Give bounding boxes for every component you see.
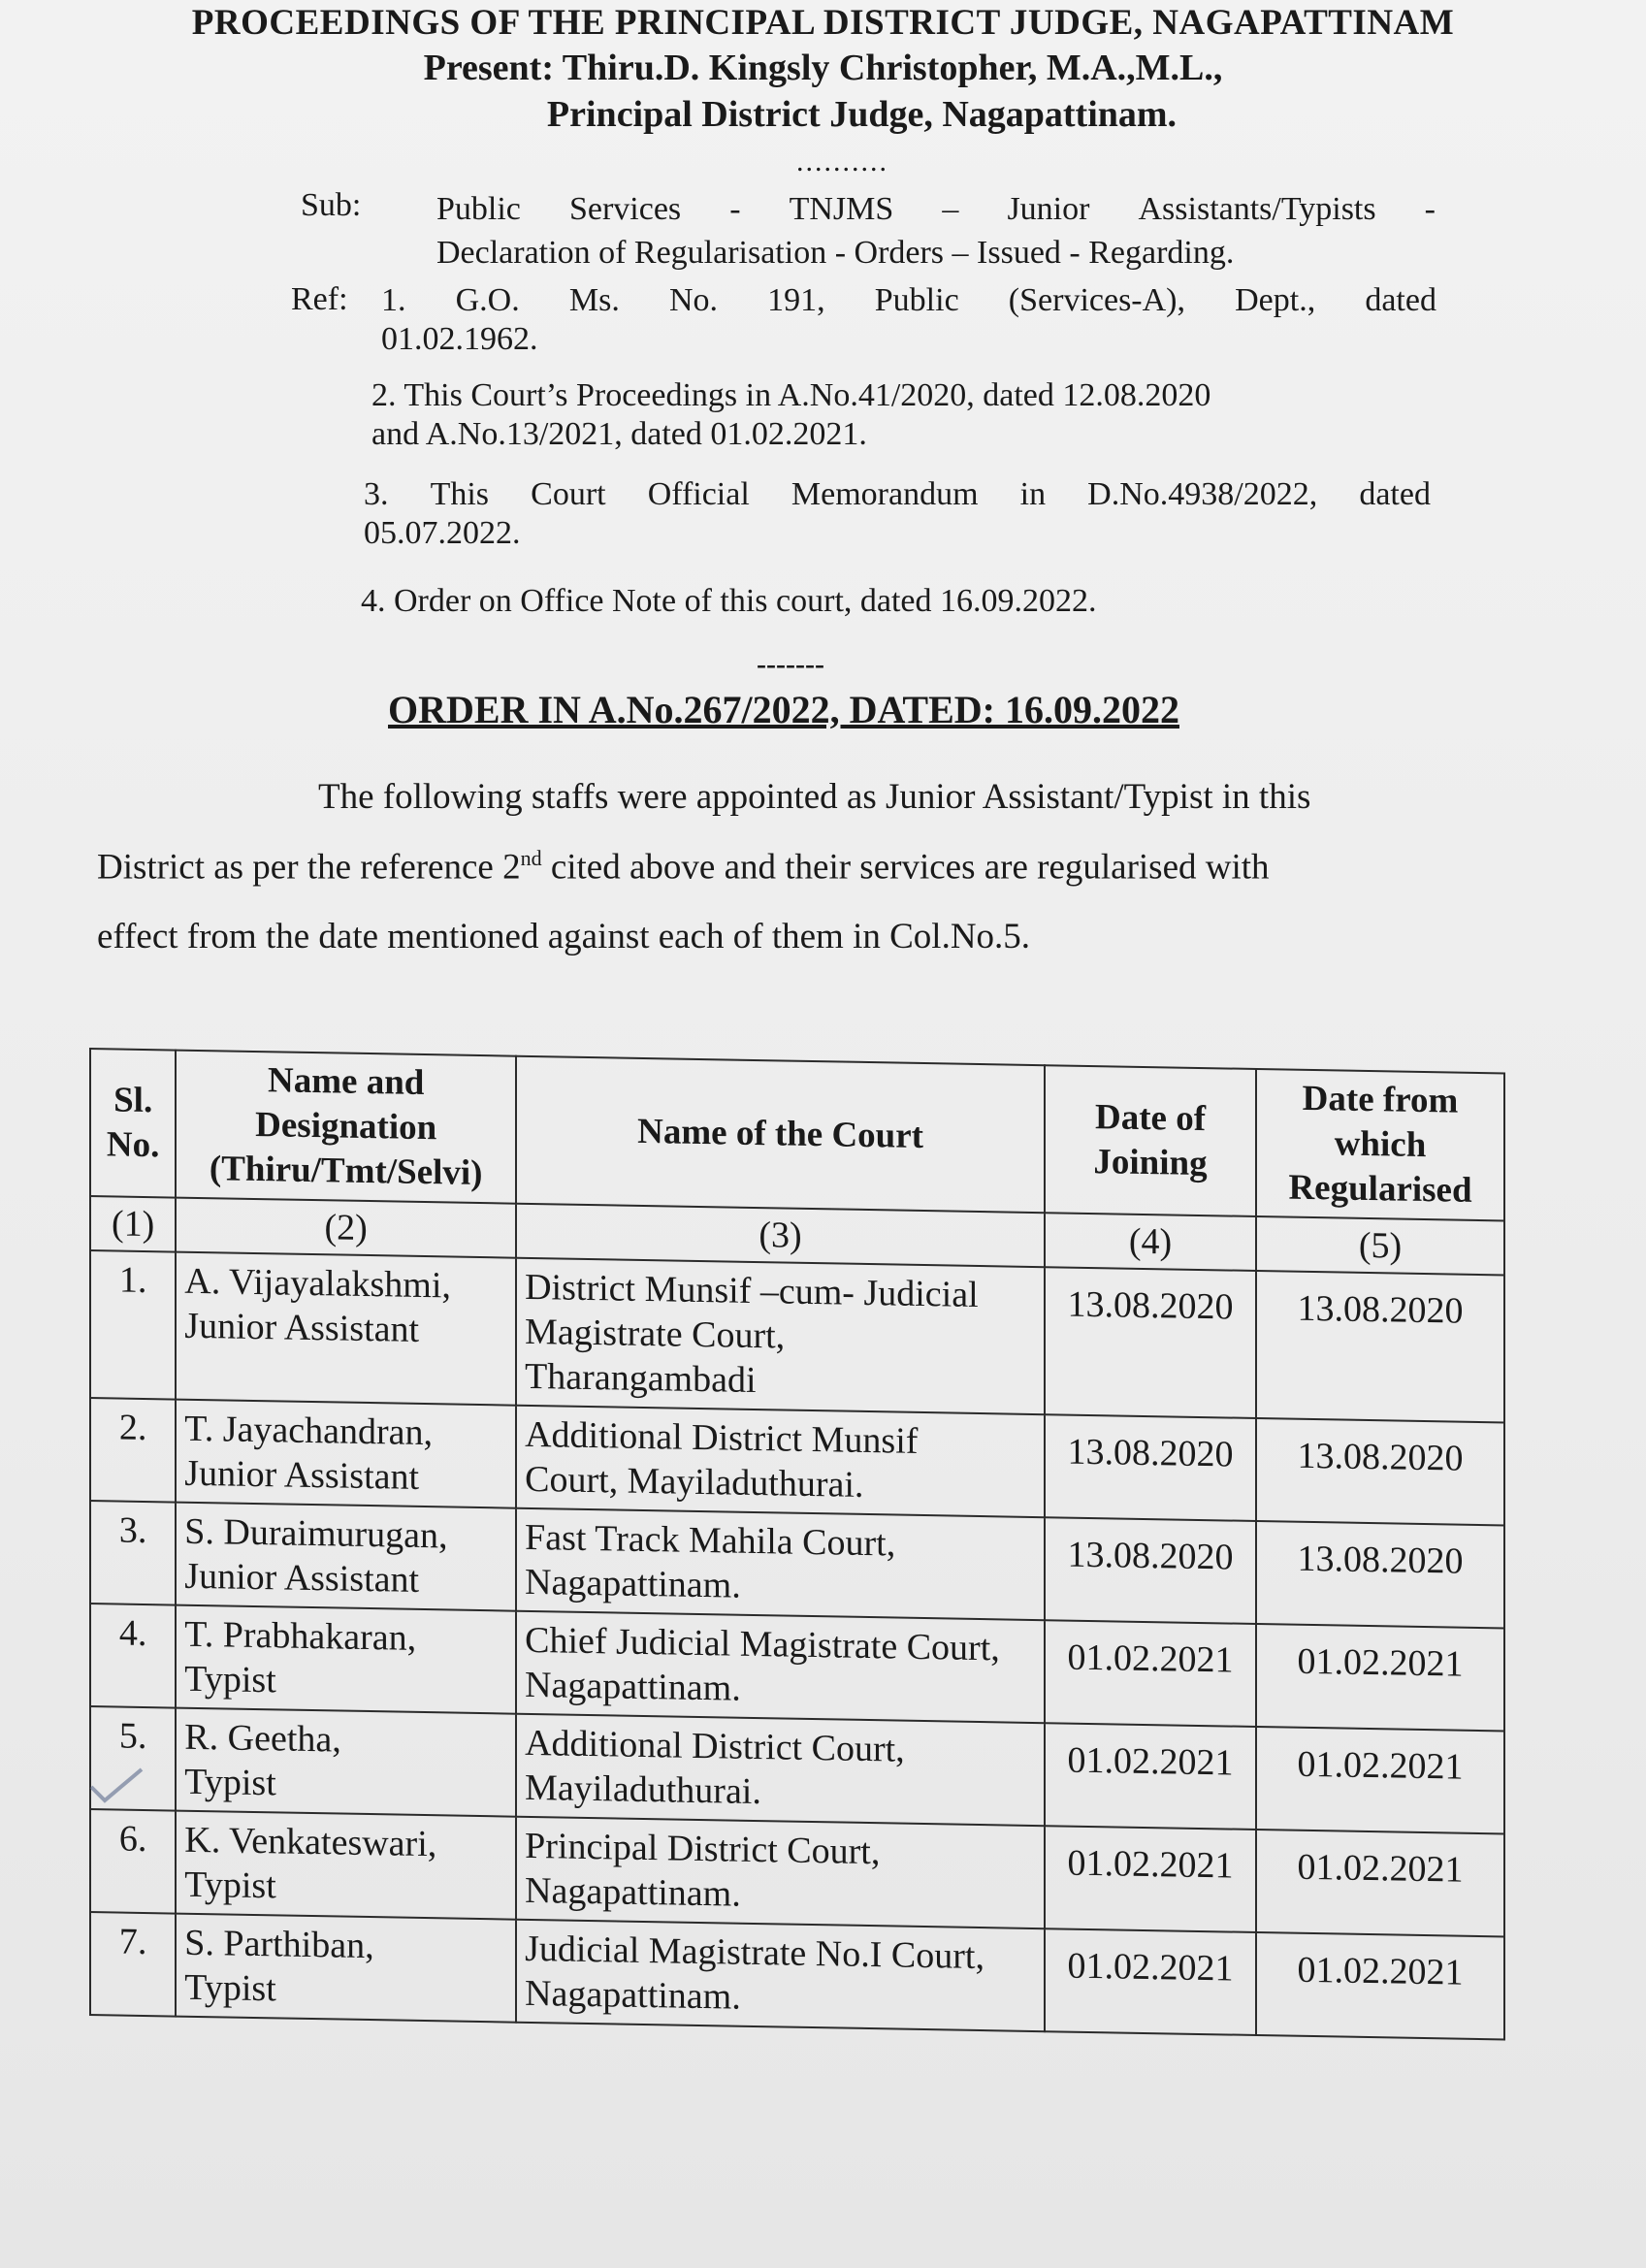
- reference-1-line-1: [381, 281, 1436, 320]
- regularised-date-cell: [1256, 1727, 1504, 1833]
- word: G.O.: [455, 282, 520, 318]
- court-cell: [516, 1817, 1045, 1929]
- court-line: Principal District Court,: [525, 1825, 881, 1873]
- sl-no-cell: [90, 1250, 176, 1400]
- regularised-date: 01.02.2021: [1297, 1640, 1464, 1685]
- sl-no-cell: [90, 1604, 176, 1708]
- sl-no: 7.: [118, 1921, 147, 1963]
- joining-date-cell: [1045, 1928, 1256, 2035]
- sl-no-cell: [90, 1501, 176, 1605]
- sl-no-cell: [90, 1912, 176, 2017]
- staff-name: T. Jayachandran,: [184, 1408, 433, 1454]
- subject-line-1: [436, 187, 1436, 231]
- reference-3-line-1: [364, 475, 1431, 514]
- section-separator: -------: [757, 648, 824, 680]
- reference-4: 4. Order on Office Note of this court, dated 16.09.2022.: [361, 583, 1097, 619]
- reference-1-line-2: 01.02.1962.: [381, 321, 538, 357]
- name-cell: [176, 1400, 516, 1508]
- index-cell: (3): [516, 1204, 1045, 1268]
- paragraph-line-3: effect from the date mentioned against each of them in Col.No.5.: [97, 917, 1031, 956]
- header-separator: ..........: [796, 146, 888, 178]
- word: dated: [1365, 282, 1436, 318]
- regularised-date: 13.08.2020: [1297, 1435, 1464, 1479]
- word: Memorandum: [791, 476, 979, 512]
- court-cell: [516, 1714, 1045, 1827]
- sl-no: 3.: [118, 1509, 147, 1552]
- index-cell: (2): [176, 1198, 516, 1258]
- subject-line-2: Declaration of Regularisation - Orders – Issued - Regarding.: [436, 235, 1235, 271]
- staff-designation: Junior Assistant: [184, 1305, 420, 1350]
- regularised-date: 01.02.2021: [1297, 1846, 1464, 1891]
- sl-no-cell: [90, 1398, 176, 1503]
- court-line: Additional District Munsif: [525, 1413, 919, 1462]
- word: TNJMS: [789, 191, 894, 227]
- court-cell: [516, 1258, 1045, 1415]
- paragraph-line-2-part-b: cited above and their services are regularised with: [541, 847, 1270, 888]
- court-line: District Munsif –cum- Judicial: [525, 1266, 979, 1315]
- word: Court: [531, 476, 606, 512]
- word: Dept.,: [1235, 282, 1316, 318]
- staff-name: K. Venkateswari,: [184, 1819, 437, 1865]
- joining-date: 13.08.2020: [1067, 1283, 1234, 1328]
- sl-no: 5.: [118, 1715, 147, 1758]
- reference-2: [371, 376, 1434, 454]
- word: -: [729, 191, 741, 227]
- word: -: [1424, 191, 1436, 227]
- sl-no: 6.: [118, 1818, 147, 1861]
- court-cell: [516, 1508, 1045, 1621]
- regularised-date-cell: [1256, 1418, 1504, 1525]
- header-name-designation: Name and Designation (Thiru/Tmt/Selvi): [176, 1051, 516, 1204]
- staff-designation: Junior Assistant: [184, 1555, 420, 1601]
- reference-3-line-2: 05.07.2022.: [364, 515, 521, 551]
- joining-date-cell: [1045, 1414, 1256, 1521]
- staff-designation: Typist: [184, 1658, 276, 1701]
- court-line: Mayiladuthurai.: [525, 1766, 761, 1813]
- joining-date: 13.08.2020: [1067, 1534, 1234, 1578]
- name-cell: [176, 1503, 516, 1611]
- word: 1.: [381, 282, 406, 318]
- document-title: PROCEEDINGS OF THE PRINCIPAL DISTRICT JUDGE, NAGAPATTINAM: [191, 3, 1455, 43]
- index-cell: (1): [90, 1196, 176, 1252]
- joining-date-cell: [1045, 1826, 1256, 1932]
- court-line: Magistrate Court,: [525, 1311, 786, 1357]
- joining-date-cell: [1045, 1723, 1256, 1830]
- table-header-row: [90, 1049, 1504, 1220]
- court-line: Chief Judicial Magistrate Court,: [525, 1619, 1000, 1669]
- word: dated: [1359, 476, 1431, 512]
- name-cell: [176, 1252, 516, 1406]
- joining-date: 01.02.2021: [1067, 1636, 1234, 1681]
- regularised-date-cell: [1256, 1521, 1504, 1628]
- regularised-date-cell: [1256, 1932, 1504, 2039]
- word: 3.: [364, 476, 389, 512]
- word: –: [942, 191, 959, 227]
- word: Official: [647, 476, 750, 512]
- regularised-date: 13.08.2020: [1297, 1538, 1464, 1582]
- paragraph-line-2-part-a: District as per the reference 2: [97, 847, 521, 888]
- regularised-date: 13.08.2020: [1297, 1287, 1464, 1332]
- word: (Services-A),: [1008, 282, 1185, 318]
- present-officer: Present: Thiru.D. Kingsly Christopher, M.A.,M.L.,: [423, 48, 1223, 88]
- paragraph-line-2: [97, 846, 1503, 888]
- joining-date: 01.02.2021: [1067, 1739, 1234, 1784]
- index-cell: (5): [1256, 1216, 1504, 1275]
- court-line: Fast Track Mahila Court,: [525, 1516, 896, 1565]
- court-line: Nagapattinam.: [525, 1972, 741, 2018]
- sl-no: 4.: [118, 1612, 147, 1655]
- ordinal-suffix: nd: [520, 846, 542, 870]
- officer-designation: Principal District Judge, Nagapattinam.: [546, 94, 1178, 135]
- staff-name: R. Geetha,: [184, 1716, 341, 1761]
- word: D.No.4938/2022,: [1087, 476, 1318, 512]
- reference-label: Ref:: [291, 281, 348, 317]
- staff-designation: Junior Assistant: [184, 1452, 420, 1498]
- staff-name: S. Duraimurugan,: [184, 1510, 448, 1557]
- name-cell: [176, 1605, 516, 1714]
- word: in: [1019, 476, 1047, 512]
- staff-name: S. Parthiban,: [184, 1922, 374, 1967]
- regularised-date: 01.02.2021: [1297, 1949, 1464, 1993]
- word: Ms.: [568, 282, 620, 318]
- court-line: Judicial Magistrate No.I Court,: [525, 1928, 984, 1978]
- index-cell: (4): [1045, 1213, 1256, 1271]
- sl-no-cell: [90, 1809, 176, 1914]
- word: Assistants/Typists: [1138, 191, 1376, 227]
- court-cell: [516, 1406, 1045, 1518]
- header-date-regularised: Date from which Regularised: [1256, 1069, 1504, 1220]
- staff-name: A. Vijayalakshmi,: [184, 1260, 451, 1307]
- court-cell: [516, 1611, 1045, 1724]
- name-cell: [176, 1811, 516, 1920]
- joining-date-cell: [1045, 1267, 1256, 1418]
- staff-designation: Typist: [184, 1966, 276, 2010]
- joining-date: 13.08.2020: [1067, 1431, 1234, 1475]
- order-title: ORDER IN A.No.267/2022, DATED: 16.09.2022: [388, 688, 1179, 731]
- table-body: [90, 1250, 1504, 2039]
- word: No.: [668, 282, 719, 318]
- paragraph-line-2-text: [97, 846, 1270, 888]
- court-line: Nagapattinam.: [525, 1664, 741, 1709]
- court-line: Additional District Court,: [525, 1722, 905, 1770]
- reference-2-line-1: 2. This Court’s Proceedings in A.No.41/2020, dated 12.08.2020: [371, 377, 1211, 413]
- header-date-joining: Date of Joining: [1045, 1065, 1256, 1216]
- name-cell: [176, 1914, 516, 2023]
- word: Services: [568, 191, 682, 227]
- joining-date-cell: [1045, 1517, 1256, 1624]
- paragraph-line-1: The following staffs were appointed as Junior Assistant/Typist in this: [318, 777, 1311, 817]
- court-line: Nagapattinam.: [525, 1869, 741, 1915]
- sl-no: 2.: [118, 1407, 147, 1449]
- regularised-date-cell: [1256, 1271, 1504, 1422]
- word: 191,: [767, 282, 825, 318]
- sl-no: 1.: [118, 1259, 147, 1302]
- reference-3: [364, 475, 1431, 553]
- name-cell: [176, 1708, 516, 1817]
- joining-date-cell: [1045, 1620, 1256, 1727]
- reference-1: [381, 281, 1436, 359]
- joining-date: 01.02.2021: [1067, 1842, 1234, 1887]
- word: Public: [436, 191, 521, 227]
- joining-date: 01.02.2021: [1067, 1945, 1234, 1990]
- header-court: Name of the Court: [516, 1056, 1045, 1214]
- staff-table: [89, 1048, 1505, 2040]
- court-line: Tharangambadi: [525, 1355, 757, 1402]
- regularised-date: 01.02.2021: [1297, 1743, 1464, 1788]
- header-sl-no: Sl. No.: [90, 1049, 176, 1198]
- staff-designation: Typist: [184, 1761, 276, 1804]
- word: Public: [874, 282, 959, 318]
- word: This: [430, 476, 490, 512]
- reference-2-line-2: and A.No.13/2021, dated 01.02.2021.: [371, 416, 867, 452]
- regularised-date-cell: [1256, 1624, 1504, 1731]
- subject-label: Sub:: [301, 187, 362, 223]
- court-cell: [516, 1920, 1045, 2032]
- court-line: Court, Mayiladuthurai.: [525, 1458, 864, 1506]
- staff-name: T. Prabhakaran,: [184, 1613, 417, 1659]
- court-line: Nagapattinam.: [525, 1561, 741, 1606]
- subject-text: [436, 187, 1436, 275]
- staff-designation: Typist: [184, 1863, 276, 1907]
- regularised-date-cell: [1256, 1830, 1504, 1936]
- table-row: [90, 1250, 1504, 1422]
- check-mark-icon: [87, 1766, 145, 1804]
- word: Junior: [1007, 191, 1090, 227]
